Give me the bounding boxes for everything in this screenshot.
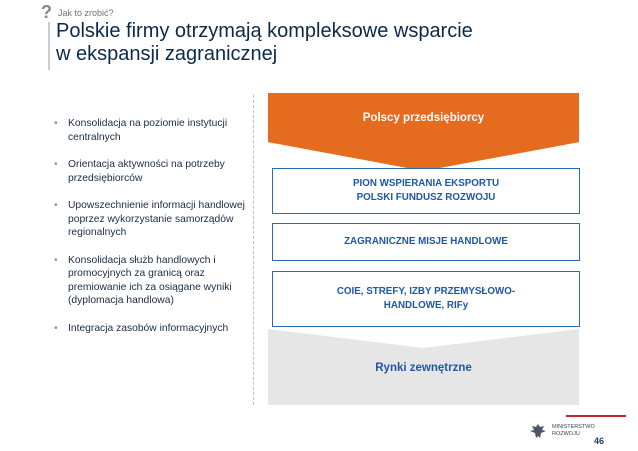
bullet-list: [52, 117, 262, 349]
eagle-emblem-icon: [528, 422, 548, 442]
kicker-label: Jak to zrobić?: [58, 8, 114, 18]
bullet-item: • Integracja zasobów informacyjnych: [52, 322, 262, 336]
box-chambers-line-1: COIE, STREFY, IZBY PRZEMYSŁOWO-: [336, 286, 516, 297]
page-title-line-2: w ekspansji zagranicznej: [56, 43, 278, 65]
footer-accent-line: [566, 415, 626, 417]
bullet-item: • Orientacja aktywności na potrzeby przedsiębiorców: [52, 158, 262, 185]
page-title: [56, 20, 473, 66]
top-chevron-label: Polscy przedsiębiorcy: [362, 112, 485, 124]
bullet-item: • Konsolidacja służb handlowych i promocyjnych za granicą oraz premiowanie ich za osiągane wyniki (dyplomacja handlowa): [52, 254, 262, 308]
ministry-line-1: MINISTERSTWO: [552, 424, 595, 430]
bottom-chevron-label: Rynki zewnętrzne: [375, 362, 472, 374]
box-export-support-line-2: POLSKI FUNDUSZ ROZWOJU: [356, 192, 496, 203]
ministry-line-2: ROZWOJU: [552, 431, 580, 437]
box-chambers-line-2: HANDLOWE, RIFy: [383, 300, 469, 311]
page-number: 46: [594, 436, 605, 446]
bullet-item: • Konsolidacja na poziomie instytucji centralnych: [52, 117, 262, 144]
box-export-support-line-1: PION WSPIERANIA EKSPORTU: [352, 178, 500, 189]
top-chevron: [268, 93, 579, 171]
question-icon: ?: [41, 2, 52, 22]
ministry-logo-text: [552, 424, 595, 438]
box-trade-missions: [272, 223, 580, 261]
bullet-item: • Upowszechnienie informacji handlowej poprzez wykorzystanie samorządów regionalnych: [52, 199, 262, 240]
box-export-support: [272, 168, 580, 214]
box-trade-missions-label: ZAGRANICZNE MISJE HANDLOWE: [344, 236, 508, 247]
dashed-divider: [253, 95, 254, 405]
title-accent-bar: [48, 22, 50, 70]
page-title-line-1: Polskie firmy otrzymają kompleksowe wsparcie: [56, 20, 473, 42]
box-chambers: [272, 271, 580, 327]
